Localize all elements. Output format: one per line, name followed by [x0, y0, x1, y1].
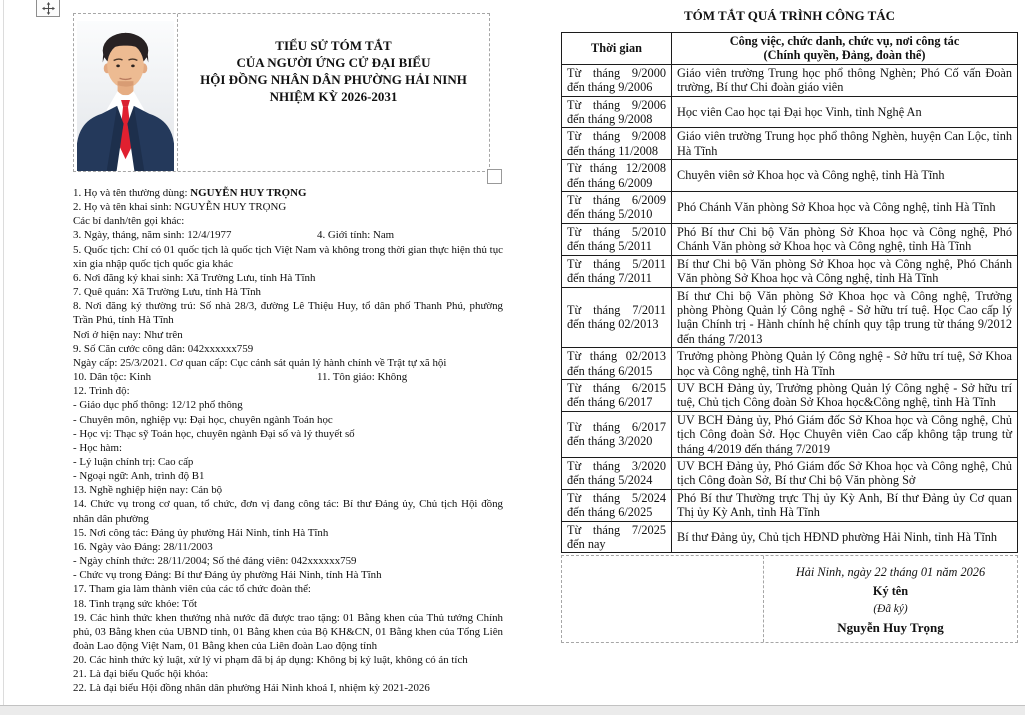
bio-line: - Ngày chính thức: 28/11/2004; Số thẻ đảng viên: 042xxxxxx759 — [73, 555, 357, 568]
bio-line: 20. Các hình thức kỷ luật, xử lý vi phạm đã bị áp dụng: Không bị kỷ luật, không có án tích — [73, 654, 468, 667]
bio-line: - Giáo dục phổ thông: 12/12 phổ thông — [73, 399, 243, 412]
bio-line: Các bí danh/tên gọi khác: — [73, 215, 185, 228]
row-detail-cell: Phó Bí thư Thường trực Thị ủy Kỳ Anh, Bí thư Đảng ủy Cơ quan Thị ủy Kỳ Anh, tỉnh Hà Tĩnh — [672, 489, 1018, 521]
right-column — [561, 8, 1018, 643]
bio-list — [73, 186, 503, 696]
row-time-cell: Từ tháng 9/2006 đến tháng 9/2008 — [562, 96, 672, 128]
row-time-cell: Từ tháng 5/2010 đến tháng 5/2011 — [562, 223, 672, 255]
row-detail-cell: Bí thư Chi bộ Văn phòng Sở Khoa học và Công nghệ, Trưởng phòng Phòng Quản lý Công nghệ - Sở hữu trí tuệ. Học Cao cấp lý luận Chính trị - Hành chính hệ chính quy tập trung từ tháng 9/2012 đến tháng 7/2013 — [672, 287, 1018, 348]
signature-box — [561, 555, 1018, 643]
row-detail-cell: Giáo viên trường Trung học phổ thông Nghèn; Phó Cố vấn Đoàn trường, Bí thư Chi đoàn giáo viên — [672, 64, 1018, 96]
row-time-cell: Từ tháng 9/2000 đến tháng 9/2006 — [562, 64, 672, 96]
table-row — [562, 457, 1018, 489]
header-title-line: TIỂU SỬ TÓM TẮT — [275, 38, 392, 53]
bio-line: - Chuyên môn, nghiệp vụ: Đại học, chuyên ngành Toán học — [73, 413, 333, 426]
row-detail-cell: Phó Bí thư Chi bộ Văn phòng Sở Khoa học và Công nghệ, Phó Chánh Văn phòng sở Khoa học và Công nghệ, tỉnh Hà Tĩnh — [672, 223, 1018, 255]
row-time-cell: Từ tháng 9/2008 đến tháng 11/2008 — [562, 128, 672, 160]
bio-line: 5. Quốc tịch: Chỉ có 01 quốc tịch là quốc tịch Việt Nam và không trong thời gian thực hiện thủ tục xin gia nhập quốc tịch quốc gia khác — [73, 243, 503, 270]
column-header-job — [672, 33, 1018, 65]
bio-line: 6. Nơi đăng ký khai sinh: Xã Trường Lưu, tỉnh Hà Tĩnh — [73, 271, 316, 284]
signature-box-left-cell — [562, 556, 764, 642]
column-header-time: Thời gian — [562, 33, 672, 65]
row-detail-cell: UV BCH Đảng ủy, Phó Giám đốc Sở Khoa học và Công nghệ, Chủ tịch Công đoàn Sở. Học Chuyên viên Cao cấp không tập trung từ tháng 4/2019 đến tháng 7/2019 — [672, 411, 1018, 457]
row-detail-cell: UV BCH Đảng ủy, Trưởng phòng Quản lý Công nghệ - Sở hữu trí tuệ, Chủ tịch Công đoàn Sở Khoa học&Công nghệ, tỉnh Hà Tĩnh — [672, 379, 1018, 411]
portrait-photo — [77, 21, 174, 171]
move-cross-arrows-icon — [42, 2, 55, 15]
table-row — [562, 521, 1018, 553]
row-time-cell: Từ tháng 6/2015 đến tháng 6/2017 — [562, 379, 672, 411]
bio-line: 15. Nơi công tác: Đảng ủy phường Hải Ninh, tỉnh Hà Tĩnh — [73, 526, 329, 539]
row-detail-cell: Phó Chánh Văn phòng Sở Khoa học và Công nghệ, tỉnh Hà Tĩnh — [672, 192, 1018, 224]
page-left-edge — [3, 0, 4, 705]
header-title — [178, 14, 489, 171]
header-title-line: HỘI ĐỒNG NHÂN DÂN PHƯỜNG HẢI NINH — [200, 72, 467, 87]
left-column — [73, 13, 503, 696]
bio-line: Nơi ở hiện nay: Như trên — [73, 328, 183, 341]
bio-line: 16. Ngày vào Đảng: 28/11/2003 — [73, 540, 213, 553]
table-row — [562, 160, 1018, 192]
row-detail-cell: UV BCH Đảng ủy, Phó Giám đốc Sở Khoa học và Công nghệ, Chủ tịch Công đoàn Sở, Bí thư Chi bộ Văn phòng Sở — [672, 457, 1018, 489]
signature-box-right-cell — [764, 556, 1017, 642]
bio-line: 10. Dân tộc: Kinh 11. Tôn giáo: Không — [73, 371, 408, 384]
signature-sign-label: Ký tên — [872, 584, 909, 599]
row-time-cell: Từ tháng 02/2013 đến tháng 6/2015 — [562, 348, 672, 380]
bio-line: 13. Nghề nghiệp hiện nay: Cán bộ — [73, 484, 223, 497]
row-time-cell: Từ tháng 5/2024 đến tháng 6/2025 — [562, 489, 672, 521]
bio-line: 22. Là đại biểu Hội đồng nhân dân phường Hải Ninh khoá I, nhiệm kỳ 2021-2026 — [73, 682, 430, 695]
bio-line: 18. Tình trạng sức khỏe: Tốt — [73, 597, 198, 610]
bio-line: - Học hàm: — [73, 441, 122, 454]
row-time-cell: Từ tháng 7/2011 đến tháng 02/2013 — [562, 287, 672, 348]
row-detail-cell: Giáo viên trường Trung học phổ thông Nghèn, huyện Can Lộc, tỉnh Hà Tĩnh — [672, 128, 1018, 160]
signature-signed-note: (Đã ký) — [873, 603, 908, 616]
bio-line: 14. Chức vụ trong cơ quan, tổ chức, đơn vị đang công tác: Bí thư Đảng ủy, Chủ tịch Hội đồng nhân dân phường — [73, 498, 503, 525]
bio-line: 7. Quê quán: Xã Trường Lưu, tỉnh Hà Tĩnh — [73, 286, 261, 299]
row-time-cell: Từ tháng 12/2008 đến tháng 6/2009 — [562, 160, 672, 192]
bio-line: 8. Nơi đăng ký thường trú: Số nhà 28/3, đường Lê Thiệu Huy, tổ dân phố Thanh Phú, phường Trần Phú, tỉnh Hà Tĩnh — [73, 300, 503, 327]
table-row — [562, 287, 1018, 348]
bio-line: - Lý luận chính trị: Cao cấp — [73, 455, 194, 468]
bio-line: - Chức vụ trong Đảng: Bí thư Đảng ủy phường Hải Ninh, tỉnh Hà Tĩnh — [73, 569, 382, 582]
signature-signer-name: Nguyễn Huy Trọng — [837, 620, 944, 636]
bio-line: - Học vị: Thạc sỹ Toán học, chuyên ngành Đại số và lý thuyết số — [73, 427, 355, 440]
bio-line: 2. Họ và tên khai sinh: NGUYỄN HUY TRỌNG — [73, 201, 287, 214]
header-title-line: NHIỆM KỲ 2026-2031 — [269, 89, 398, 104]
bio-line: - Ngoại ngữ: Anh, trình độ B1 — [73, 470, 205, 483]
column-header-job-line1: Công việc, chức danh, chức vụ, nơi công tác — [729, 34, 960, 48]
table-row — [562, 223, 1018, 255]
table-row — [562, 379, 1018, 411]
row-time-cell: Từ tháng 6/2017 đến tháng 3/2020 — [562, 411, 672, 457]
bio-line: 3. Ngày, tháng, năm sinh: 12/4/1977 4. Giới tính: Nam — [73, 229, 395, 242]
bio-line: 9. Số Căn cước công dân: 042xxxxxx759 — [73, 342, 254, 355]
table-row — [562, 64, 1018, 96]
row-detail-cell: Chuyên viên sở Khoa học và Công nghệ, tỉnh Hà Tĩnh — [672, 160, 1018, 192]
bio-line: 1. Họ và tên thường dùng: NGUYỄN HUY TRỌNG — [73, 187, 307, 199]
bio-line: Ngày cấp: 25/3/2021. Cơ quan cấp: Cục cảnh sát quản lý hành chính về Trật tự xã hội — [73, 356, 447, 369]
bio-line: 12. Trình độ: — [73, 385, 130, 398]
row-time-cell: Từ tháng 5/2011 đến tháng 7/2011 — [562, 255, 672, 287]
table-header-row — [562, 33, 1018, 65]
work-history-body — [562, 64, 1018, 553]
work-history-table — [561, 32, 1018, 553]
bio-line: 17. Tham gia làm thành viên của các tổ chức đoàn thể: — [73, 583, 311, 596]
table-row — [562, 411, 1018, 457]
bio-line: 21. Là đại biểu Quốc hội khóa: — [73, 668, 209, 681]
header-box — [73, 13, 490, 172]
row-detail-cell: Bí thư Chi bộ Văn phòng Sở Khoa học và Công nghệ, Phó Chánh Văn phòng Sở Khoa học và Công nghệ, tỉnh Hà Tĩnh — [672, 255, 1018, 287]
table-row — [562, 128, 1018, 160]
column-header-job-line2: (Chính quyền, Đảng, đoàn thể) — [763, 48, 926, 63]
row-time-cell: Từ tháng 6/2009 đến tháng 5/2010 — [562, 192, 672, 224]
table-move-handle[interactable] — [36, 0, 60, 17]
photo-cell — [74, 14, 178, 171]
row-time-cell: Từ tháng 7/2025 đến nay — [562, 521, 672, 553]
row-detail-cell: Học viên Cao học tại Đại học Vinh, tỉnh Nghệ An — [672, 96, 1018, 128]
table-row — [562, 255, 1018, 287]
table-row — [562, 96, 1018, 128]
table-row — [562, 348, 1018, 380]
table-row — [562, 192, 1018, 224]
resize-square-handle[interactable] — [487, 169, 502, 184]
work-history-title: TÓM TẮT QUÁ TRÌNH CÔNG TÁC — [683, 8, 896, 23]
header-title-line: CỦA NGƯỜI ỨNG CỬ ĐẠI BIỂU — [236, 55, 431, 70]
row-time-cell: Từ tháng 3/2020 đến tháng 5/2024 — [562, 457, 672, 489]
row-detail-cell: Bí thư Đảng ủy, Chủ tịch HĐND phường Hải Ninh, tỉnh Hà Tĩnh — [672, 521, 1018, 553]
table-row — [562, 489, 1018, 521]
signature-place-date: Hải Ninh, ngày 22 tháng 01 năm 2026 — [795, 565, 986, 580]
bio-line: 19. Các hình thức khen thưởng nhà nước đã được trao tặng: 01 Bằng khen của Thủ tướng Chính phủ, 03 Bằng khen của UBND tỉnh, 01 Bằng khen của Bộ KH&CN, 01 Bằng khen của Tổng Liên đoàn Lao động Việt Nam, 01 Bằng khen của Liên đoàn Lao động tỉnh — [73, 611, 503, 652]
row-detail-cell: Trưởng phòng Phòng Quản lý Công nghệ - Sở hữu trí tuệ, Sở Khoa học và Công nghệ, tỉnh Hà Tĩnh — [672, 348, 1018, 380]
